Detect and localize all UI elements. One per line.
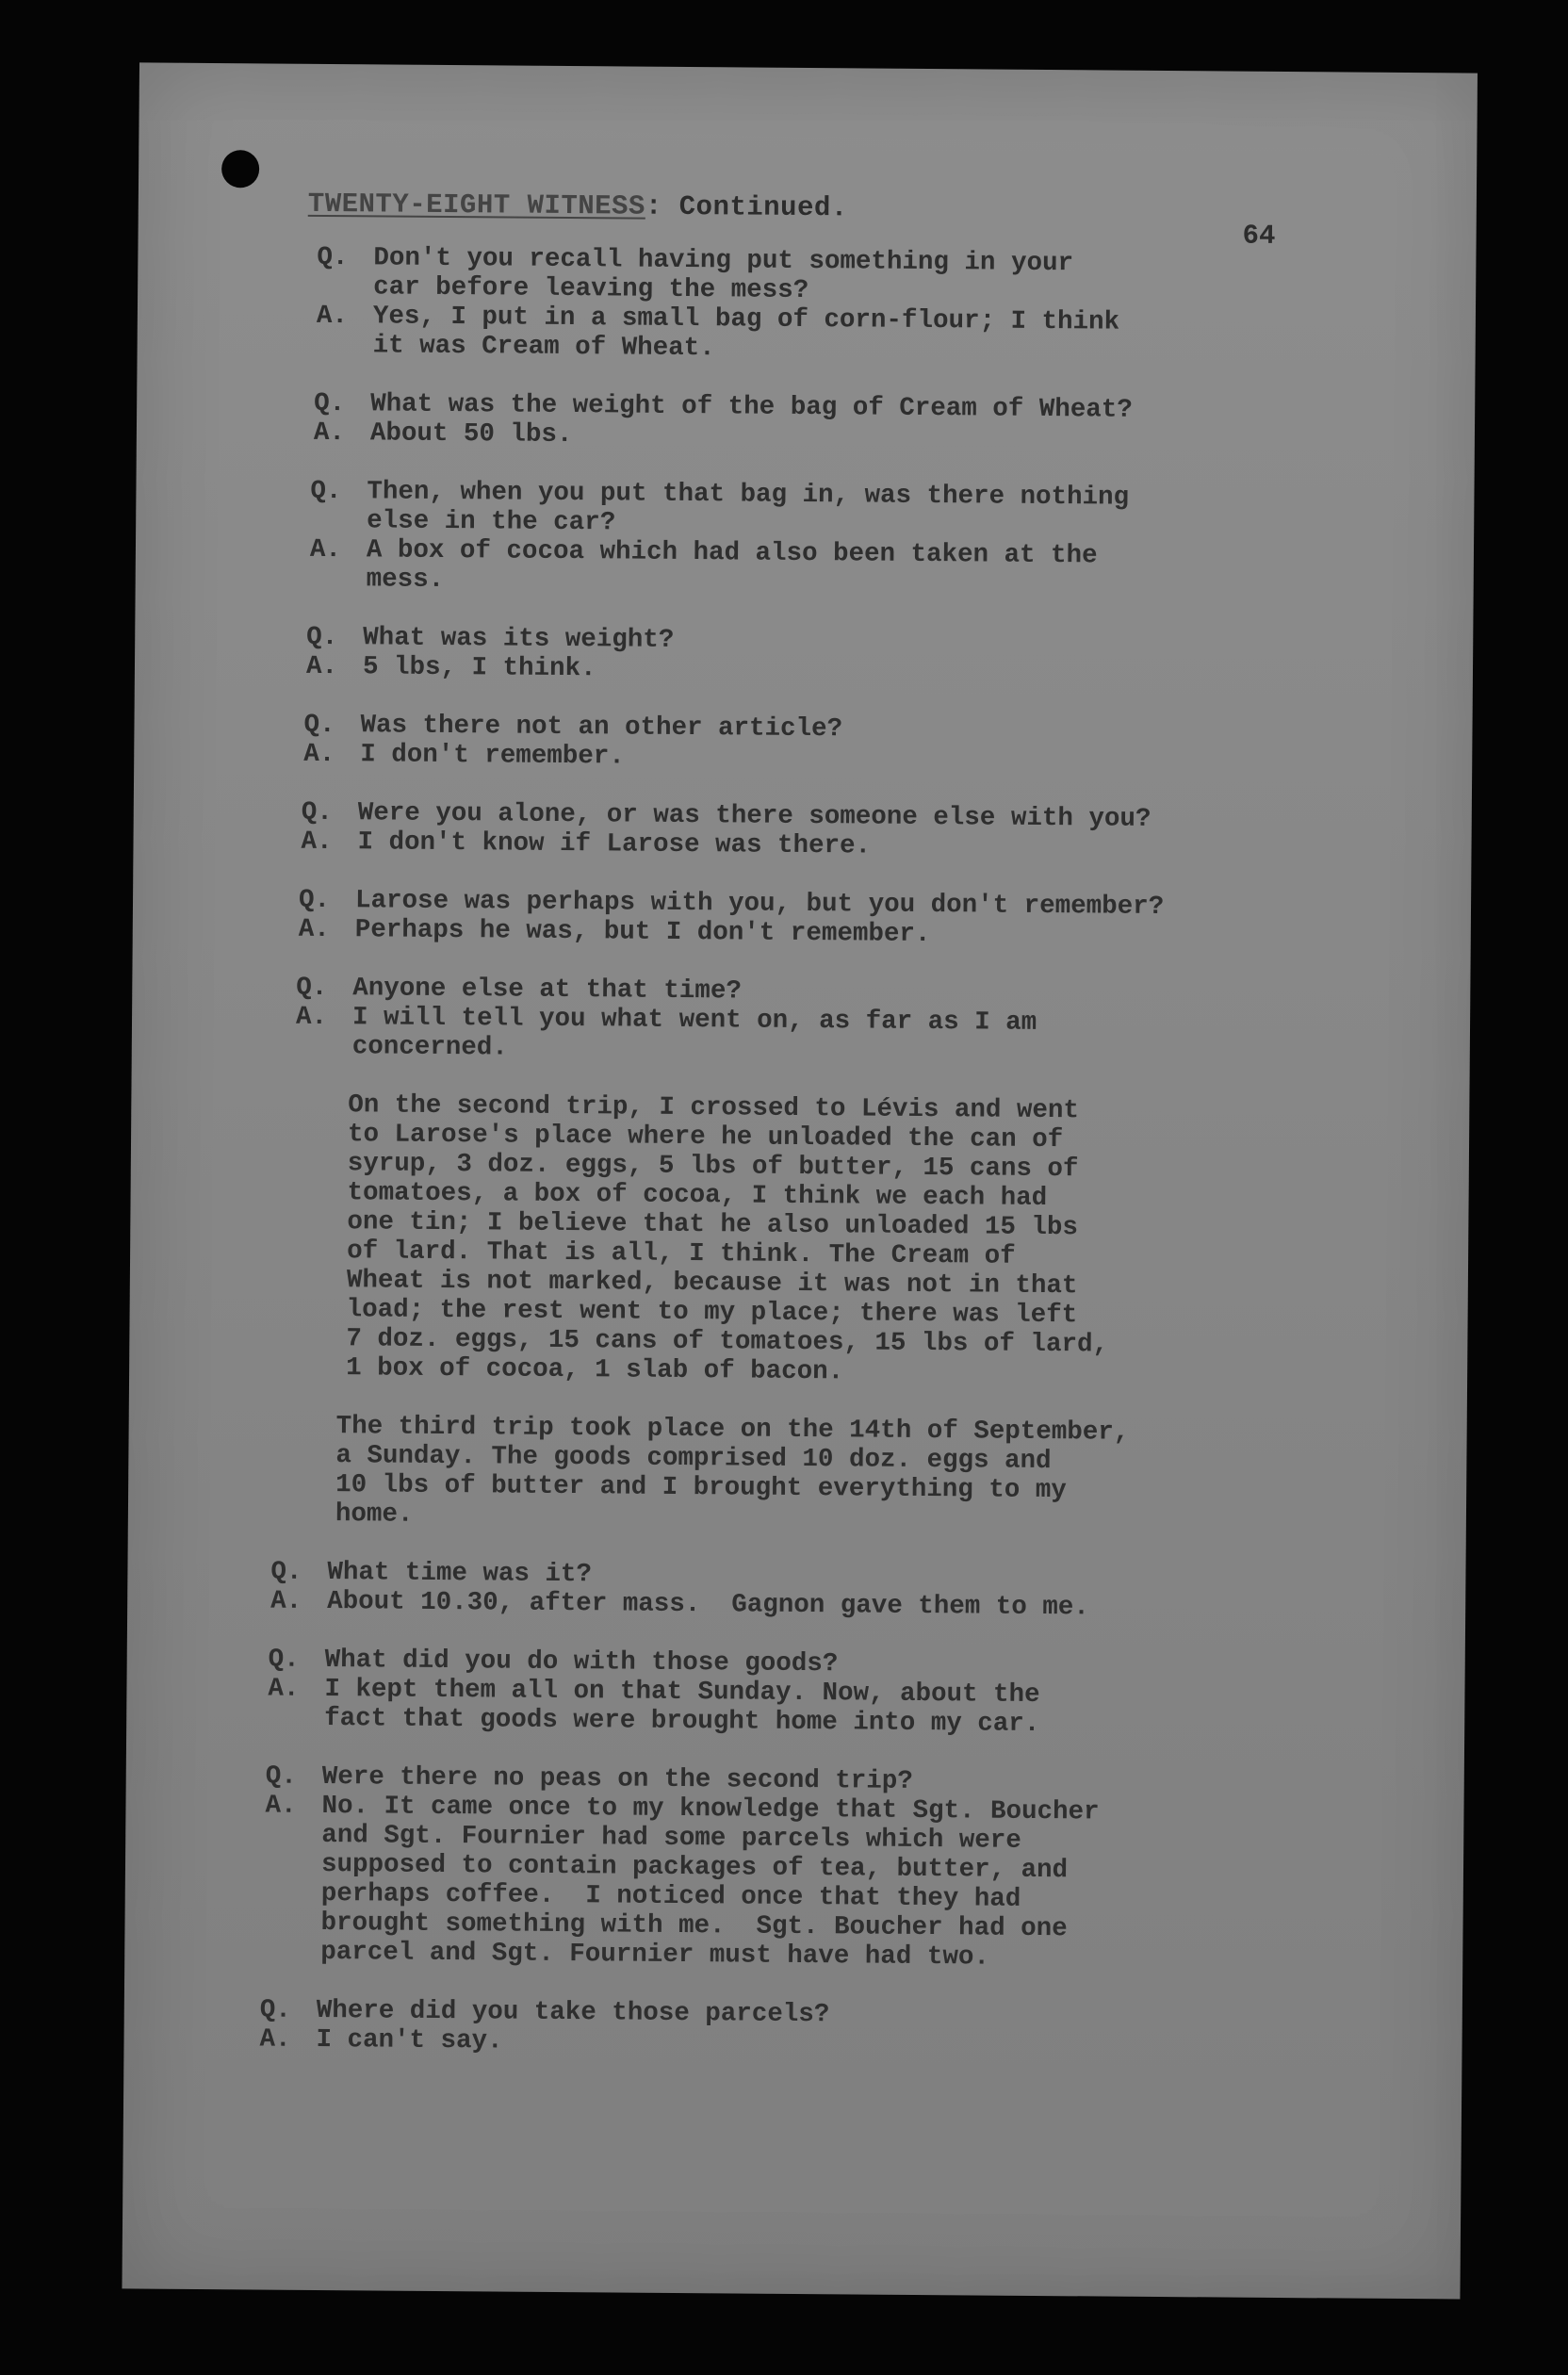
witness-title: TWENTY-EIGHT WITNESS <box>307 188 646 222</box>
narrative-paragraph <box>346 1090 1422 1391</box>
question-line-text: What was the weight of the bag of Cream of Wheat? <box>370 389 1133 425</box>
qa-exchange <box>313 388 1428 456</box>
answer-marker: A. <box>309 534 342 565</box>
paragraph-line: 10 lbs of butter and I brought everything to my <box>335 1470 1067 1506</box>
answer-line-text: A box of cocoa which had also been taken at the <box>366 535 1098 571</box>
question-line-text: Anyone else at that time? <box>352 974 743 1007</box>
answer-line-text: About 10.30, after mass. Gagnon gave them to me. <box>327 1587 1089 1623</box>
question-line-text: else in the car? <box>367 506 616 538</box>
question-marker: Q. <box>265 1761 297 1792</box>
answer-line-text: About 50 lbs. <box>369 418 573 450</box>
question-marker: Q. <box>270 1557 302 1587</box>
answer-line-text: I don't know if Larose was there. <box>357 827 872 861</box>
qa-exchange <box>309 476 1428 602</box>
paragraph-line: of lard. That is all, I think. The Cream of <box>347 1237 1016 1271</box>
answer-line-text: I can't say. <box>316 2024 503 2056</box>
paragraph-line: home. <box>335 1499 414 1530</box>
question-line-text: car before leaving the mess? <box>373 272 809 306</box>
question-marker: Q. <box>301 797 333 828</box>
answer-line-text: and Sgt. Fournier had some parcels which were <box>321 1820 1021 1856</box>
page-number: 64 <box>1242 220 1276 252</box>
question-marker: Q. <box>306 622 338 653</box>
answer-marker: A. <box>305 651 338 682</box>
answer-line-text: Yes, I put in a small bag of corn-flour; I think <box>372 302 1120 337</box>
document-page <box>122 62 1478 2299</box>
question-line-text: Then, when you put that bag in, was there nothing <box>367 477 1130 513</box>
paragraph-line: 1 box of cocoa, 1 slab of bacon. <box>346 1353 844 1387</box>
paragraph-line: The third trip took place on the 14th of September, <box>335 1412 1130 1448</box>
answer-line-text: supposed to contain packages of tea, butter, and <box>320 1849 1069 1886</box>
question-line-text: Where did you take those parcels? <box>316 1995 830 2030</box>
qa-exchange <box>317 243 1429 369</box>
answer-line-text: I will tell you what went on, as far as I am <box>351 1003 1037 1038</box>
answer-line-text: I don't remember. <box>360 740 625 772</box>
question-line-text: Were there no peas on the second trip? <box>321 1762 913 1796</box>
paragraph-line: syrup, 3 doz. eggs, 5 lbs of butter, 15 cans of <box>347 1149 1079 1185</box>
question-marker: Q. <box>296 973 328 1004</box>
answer-line-text: No. It came once to my knowledge that Sgt. Boucher <box>321 1792 1100 1827</box>
answer-line-text: it was Cream of Wheat. <box>372 331 715 364</box>
qa-exchange <box>268 1645 1418 1742</box>
narrative-paragraph <box>335 1412 1420 1537</box>
question-marker: Q. <box>314 388 346 419</box>
answer-line-text: I kept them all on that Sunday. Now, about the <box>324 1675 1040 1710</box>
answer-line-text: mess. <box>366 565 445 595</box>
answer-line-text: concerned. <box>351 1032 508 1063</box>
answer-marker: A. <box>316 301 349 332</box>
answer-line-text: perhaps coffee. I noticed once that they had <box>320 1878 1021 1914</box>
question-line-text: Was there not an other article? <box>360 711 843 745</box>
question-line-text: What was its weight? <box>363 623 675 655</box>
paragraph-line: to Larose's place where he unloaded the can of <box>347 1120 1064 1155</box>
header-suffix: : Continued. <box>645 190 848 224</box>
question-line-text: What time was it? <box>327 1558 593 1590</box>
page-header <box>308 188 848 223</box>
qa-exchange <box>270 1557 1418 1625</box>
question-line-text: Don't you recall having put something in your <box>373 243 1074 279</box>
answer-line-text: Perhaps he was, but I don't remember. <box>354 915 931 950</box>
answer-line-text: 5 lbs, I think. <box>362 652 596 684</box>
answer-marker: A. <box>268 1674 300 1704</box>
qa-exchange <box>298 885 1424 953</box>
paragraph-line: a Sunday. The goods comprised 10 doz. eggs and <box>335 1441 1052 1477</box>
answer-line-text: parcel and Sgt. Fournier must have had two. <box>320 1937 990 1973</box>
question-line-text: What did you do with those goods? <box>324 1646 839 1679</box>
question-marker: Q. <box>317 242 349 273</box>
answer-marker: A. <box>295 1002 328 1033</box>
punch-hole <box>221 150 259 188</box>
qa-exchange <box>265 1761 1417 1975</box>
question-line-text: Larose was perhaps with you, but you don't remember? <box>354 886 1165 922</box>
question-line-text: Were you alone, or was there someone else with you? <box>357 798 1152 834</box>
answer-marker: A. <box>301 827 333 858</box>
question-marker: Q. <box>310 476 342 507</box>
question-marker: Q. <box>298 885 331 916</box>
document-body <box>259 242 1429 2092</box>
qa-exchange <box>305 622 1426 690</box>
answer-marker: A. <box>298 914 330 945</box>
qa-exchange <box>301 797 1424 865</box>
answer-marker: A. <box>303 739 335 770</box>
paragraph-line: On the second trip, I crossed to Lévis and went <box>348 1090 1080 1126</box>
answer-marker: A. <box>313 418 346 449</box>
answer-line-text: fact that goods were brought home into my car. <box>324 1704 1040 1739</box>
answer-marker: A. <box>270 1586 302 1616</box>
paragraph-line: Wheat is not marked, because it was not in that <box>346 1266 1078 1302</box>
paragraph-line: 7 doz. eggs, 15 cans of tomatoes, 15 lbs of lard, <box>346 1324 1109 1360</box>
answer-line-text: brought something with me. Sgt. Boucher had one <box>320 1908 1068 1944</box>
answer-marker: A. <box>259 2024 291 2055</box>
answer-marker: A. <box>265 1791 297 1821</box>
qa-exchange <box>303 710 1425 778</box>
question-marker: Q. <box>268 1645 300 1675</box>
paragraph-line: load; the rest went to my place; there was left <box>346 1295 1078 1331</box>
question-marker: Q. <box>303 710 335 741</box>
paragraph-line: tomatoes, a box of cocoa, I think we each had <box>347 1178 1048 1214</box>
qa-exchange <box>259 1995 1414 2063</box>
paragraph-line: one tin; I believe that he also unloaded 15 lbs <box>347 1207 1079 1243</box>
qa-exchange <box>295 973 1424 1070</box>
question-marker: Q. <box>259 1995 291 2025</box>
